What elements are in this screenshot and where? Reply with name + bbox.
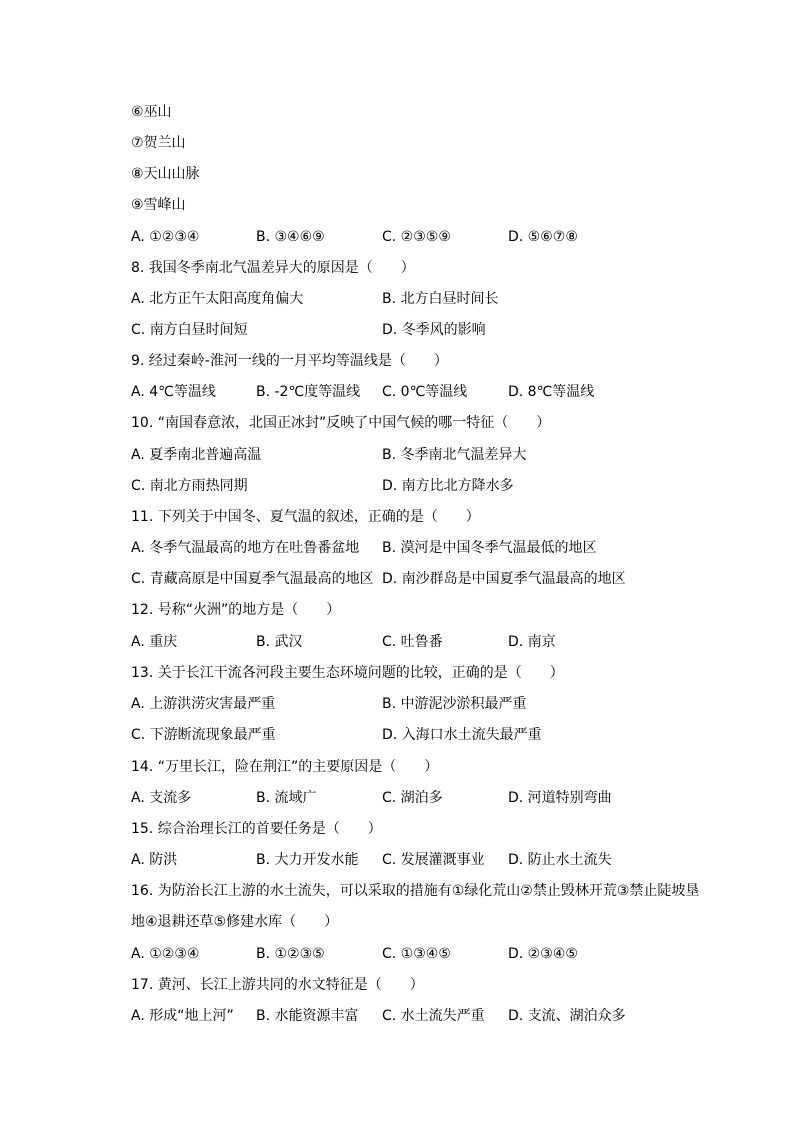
question-11: 11. 下列关于中国冬、夏气温的叙述，正确的是（ ）	[131, 509, 480, 525]
q14-option-d: D. 河道特别弯曲	[508, 790, 612, 806]
q9-option-d: D. 8℃等温线	[508, 384, 595, 400]
question-9: 9. 经过秦岭-淮河一线的一月平均等温线是（ ）	[131, 353, 448, 369]
q8-option-d: D. 冬季风的影响	[382, 322, 486, 338]
q16-option-d: D. ②③④⑤	[508, 946, 578, 962]
q14-option-a: A. 支流多	[131, 790, 192, 806]
list-item: ⑥巫山	[131, 104, 172, 120]
q16-option-b: B. ①②③⑤	[256, 946, 325, 962]
q17-option-a: A. 形成“地上河”	[131, 1008, 234, 1024]
q13-option-c: C. 下游断流现象最严重	[131, 727, 276, 743]
q10-option-a: A. 夏季南北普遍高温	[131, 447, 262, 463]
q11-option-b: B. 漠河是中国冬季气温最低的地区	[382, 540, 597, 556]
q10-option-d: D. 南方比北方降水多	[382, 478, 514, 494]
question-16-line-1: 16. 为防治长江上游的水土流失，可以采取的措施有①绿化荒山②禁止毁林开荒③禁止陡坡垦	[131, 883, 700, 899]
question-14: 14. “万里长江，险在荆江”的主要原因是（ ）	[131, 759, 439, 775]
q13-option-a: A. 上游洪涝灾害最严重	[131, 696, 276, 712]
question-12: 12. 号称“火洲”的地方是（ ）	[131, 602, 341, 618]
q8-option-b: B. 北方白昼时间长	[382, 291, 499, 307]
q10-option-b: B. 冬季南北气温差异大	[382, 447, 527, 463]
q12-option-b: B. 武汉	[256, 634, 303, 650]
q11-option-a: A. 冬季气温最高的地方在吐鲁番盆地	[131, 540, 360, 556]
q7-option-a: A. ①②③④	[131, 229, 200, 245]
q7-option-d: D. ⑤⑥⑦⑧	[508, 229, 578, 245]
q16-option-c: C. ①③④⑤	[382, 946, 451, 962]
q12-option-c: C. 吐鲁番	[382, 634, 443, 650]
q11-option-c: C. 青藏高原是中国夏季气温最高的地区	[131, 571, 374, 587]
q12-option-a: A. 重庆	[131, 634, 178, 650]
list-item: ⑨雪峰山	[131, 197, 186, 213]
q7-option-b: B. ③④⑥⑨	[256, 229, 325, 245]
q15-option-d: D. 防止水土流失	[508, 852, 612, 868]
question-16-line-2: 地④退耕还草⑤修建水库（ ）	[131, 914, 339, 930]
q13-option-b: B. 中游泥沙淤积最严重	[382, 696, 527, 712]
q8-option-c: C. 南方白昼时间短	[131, 322, 248, 338]
q16-option-a: A. ①②③④	[131, 946, 200, 962]
q11-option-d: D. 南沙群岛是中国夏季气温最高的地区	[382, 571, 626, 587]
q9-option-b: B. -2℃度等温线	[256, 384, 361, 400]
list-item: ⑦贺兰山	[131, 135, 186, 151]
q7-option-c: C. ②③⑤⑨	[382, 229, 451, 245]
q15-option-a: A. 防洪	[131, 852, 178, 868]
question-10: 10. “南国春意浓，北国正冰封”反映了中国气候的哪一特征（ ）	[131, 415, 551, 431]
q10-option-c: C. 南北方雨热同期	[131, 478, 248, 494]
question-13: 13. 关于长江干流各河段主要生态环境问题的比较，正确的是（ ）	[131, 665, 564, 681]
q17-option-d: D. 支流、湖泊众多	[508, 1008, 626, 1024]
q17-option-b: B. 水能资源丰富	[256, 1008, 359, 1024]
question-17: 17. 黄河、长江上游共同的水文特征是（ ）	[131, 977, 424, 993]
q9-option-c: C. 0℃等温线	[382, 384, 468, 400]
q13-option-d: D. 入海口水土流失最严重	[382, 727, 542, 743]
q15-option-c: C. 发展灌溉事业	[382, 852, 485, 868]
q14-option-c: C. 湖泊多	[382, 790, 443, 806]
q15-option-b: B. 大力开发水能	[256, 852, 359, 868]
question-8: 8. 我国冬季南北气温差异大的原因是（ ）	[131, 260, 415, 276]
q17-option-c: C. 水土流失严重	[382, 1008, 485, 1024]
q14-option-b: B. 流域广	[256, 790, 317, 806]
list-item: ⑧天山山脉	[131, 166, 200, 182]
question-15: 15. 综合治理长江的首要任务是（ ）	[131, 821, 382, 837]
q12-option-d: D. 南京	[508, 634, 556, 650]
q8-option-a: A. 北方正午太阳高度角偏大	[131, 291, 304, 307]
q9-option-a: A. 4℃等温线	[131, 384, 216, 400]
